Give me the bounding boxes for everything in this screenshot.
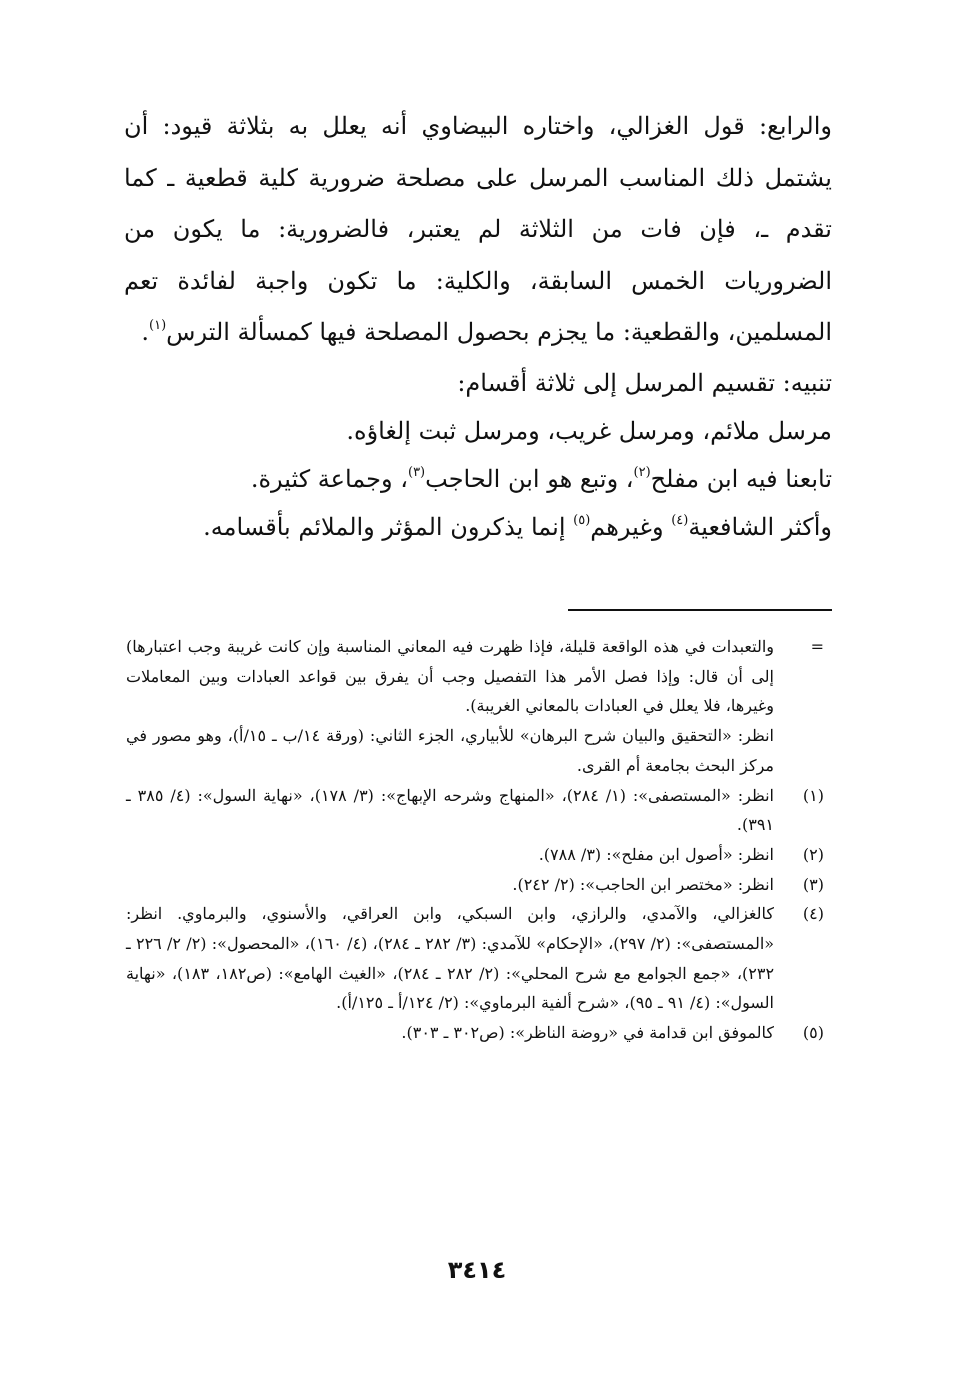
footnote-ref-1[interactable]: (١)	[149, 318, 167, 334]
followed-text-b: ، وتبع هو ابن الحاجب	[425, 464, 634, 493]
footnote-text: انظر: «المستصفى»: (١/ ٢٨٤)، «المنهاج وشرحه الإبهاج»: (٣/ ١٧٨)، «نهاية السول»: (٤/ ٣٨٥ ـ ٣٩١).	[126, 785, 774, 835]
followed-text-c: ، وجماعة كثيرة.	[250, 464, 408, 493]
footnote-text: كالموفق ابن قدامة في «روضة الناظر»: (ص٣٠٢ ـ ٣٠٣).	[401, 1023, 774, 1043]
main-text	[0, 101, 954, 551]
continuation-marker: =	[810, 637, 824, 656]
footnotes	[0, 632, 954, 1048]
followed-text-a: تابعنا فيه ابن مفلح	[650, 464, 832, 493]
footnote-text: انظر: «مختصر ابن الحاجب»: (٢/ ٢٤٢).	[512, 874, 774, 894]
footnote-4	[126, 899, 832, 1018]
footnote-ref-5[interactable]: (٥)	[573, 512, 591, 528]
most-text-c: إنما يذكرون المؤثر والملائم بأقسامه.	[203, 512, 574, 541]
continuation-source-text: انظر: «التحقيق والبيان شرح البرهان» للأبياري، الجزء الثاني: (ورقة ١٤/ب ـ ١٥/أ)، وهو مصور في مركز البحث بجامعة أم القرى.	[126, 726, 775, 775]
paragraph-end: .	[141, 318, 150, 347]
footnote-1	[126, 781, 832, 840]
footnote-continuation	[126, 632, 832, 721]
footnote-number: (٥)	[802, 1023, 824, 1043]
footnote-separator	[568, 609, 832, 611]
footnote-number: (٤)	[802, 904, 824, 924]
footnote-text: انظر: «أصول ابن مفلح»: (٣/ ٧٨٨).	[538, 844, 774, 864]
most-text-b: وغيرهم	[590, 512, 672, 541]
footnote-number: (١)	[802, 785, 824, 805]
continuation-text: والتعبدات في هذه الواقعة قليلة، فإذا ظهرت فيه المعاني المناسبة وإن كانت غريبة وجب اعتبارها) إلى أن قال: وإذا فصل الأمر هذا التفصيل وجب أن يفرق بين قواعد العبادات وبين المعاملات وغيرها، فلا يعلل في العبادات بالمعاني الغريبة).	[126, 637, 774, 716]
most-shafiis-line	[124, 503, 832, 551]
footnote-ref-2[interactable]: (٢)	[633, 464, 651, 480]
footnote-ref-4[interactable]: (٤)	[671, 512, 689, 528]
footnote-continuation-source	[126, 721, 832, 780]
footnote-2	[126, 840, 832, 870]
paragraph-text: والرابع: قول الغزالي، واختاره البيضاوي أنه يعلل به بثلاثة قيود: أن يشتمل ذلك المناسب المرسل على مصلحة ضرورية كلية قطعية ـ كما تقدم ـ، فإن فات من الثلاثة لم يعتبر، فالضرورية: ما يكون من الضروريات الخمس السابقة، والكلية: ما تكون واجبة لفائدة تعم المسلمين، والقطعية: ما يجزم بحصول المصلحة فيها كمسألة الترس	[124, 112, 832, 347]
tanbih-heading: تنبيه: تقسيم المرسل إلى ثلاثة أقسام:	[457, 368, 832, 397]
footnote-number: (٢)	[802, 844, 824, 864]
footnote-3	[126, 870, 832, 900]
page-number: ٣٤١٤	[447, 1256, 507, 1284]
mursal-types: مرسل ملائم، ومرسل غريب، ومرسل ثبت إلغاؤه.	[346, 416, 832, 445]
footnote-text: كالغزالي، والآمدي، والرازي، وابن السبكي، وابن العراقي، والأسنوي، والبرماوي. انظر: «المستصفى»: (٢/ ٢٩٧)، «الإحكام» للآمدي: (٣/ ٢٨٢ ـ ٢٨٤)، (٤/ ١٦٠)، «المحصول»: (٢/ ٢/ ٢٢٦ ـ ٢٣٢)، «جمع الجوامع مع شرح المحلي»: (٢/ ٢٨٢ ـ ٢٨٤)، «الغيث الهامع»: (ص١٨٢، ١٨٣)، «نهاية السول»: (٤/ ٩١ ـ ٩٥)، «شرح ألفية البرماوي»: (٢/ ١٢٤/أ ـ ١٢٥/أ).	[126, 904, 775, 1013]
paragraph-fourth-opinion	[124, 101, 832, 359]
footnote-5	[126, 1018, 832, 1048]
footnote-ref-3[interactable]: (٣)	[407, 464, 426, 480]
most-text-a: وأكثر الشافعية	[688, 512, 832, 541]
followed-line	[124, 455, 832, 503]
footnote-number: (٣)	[802, 874, 824, 894]
